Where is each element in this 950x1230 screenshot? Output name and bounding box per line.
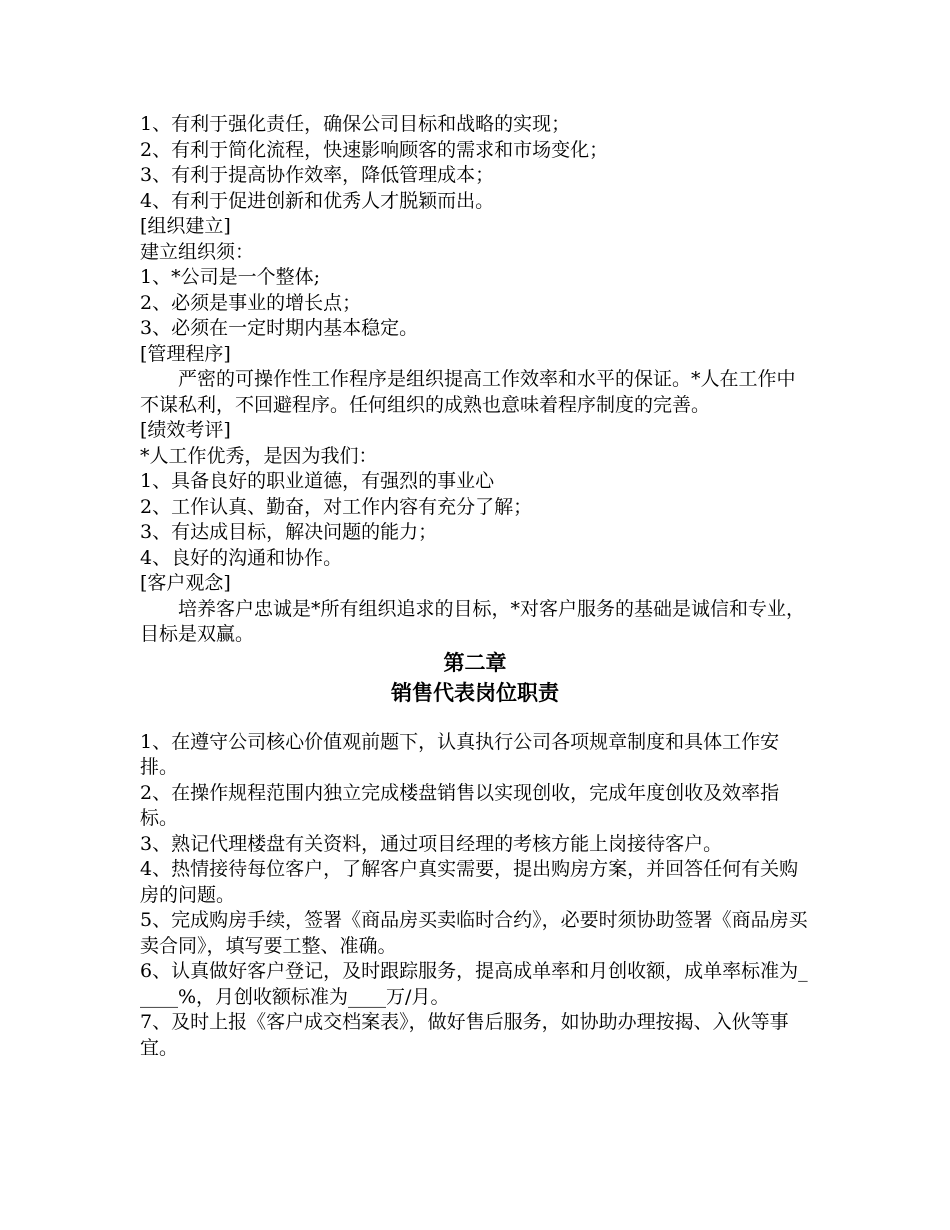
org-intro: 建立组织须： (140, 240, 255, 263)
duty-item: 6、认真做好客户登记，及时跟踪服务，提高成单率和月创收额，成单率标准为_____%，月创收额标准为____万/月。 (140, 960, 808, 1008)
chapter-title: 销售代表岗位职责 (391, 679, 559, 705)
list-item: 1、具备良好的职业道德，有强烈的事业心 (140, 470, 495, 492)
duty-item: 4、热情接待每位客户，了解客户真实需要，提出购房方案，并回答任何有关购房的问题。 (140, 858, 799, 906)
list-item: 3、有利于提高协作效率，降低管理成本； (140, 164, 495, 186)
list-item: 2、工作认真、勤奋，对工作内容有充分了解； (140, 495, 533, 518)
customer-paragraph: 培养客户忠诚是*所有组织追求的目标，*对客户服务的基础是诚信和专业，目标是双赢。 (140, 597, 806, 645)
list-item: 2、必须是事业的增长点； (140, 291, 362, 314)
list-item: 1、*公司是一个整体; (140, 266, 320, 288)
document-page (140, 112, 810, 1061)
list-item: 4、有利于促进创新和优秀人才脱颖而出。 (140, 189, 495, 212)
duty-item: 1、在遵守公司核心价值观前题下，认真执行公司各项规章制度和具体工作安排。 (140, 730, 780, 778)
list-item: 1、有利于强化责任，确保公司目标和战略的实现； (140, 113, 571, 135)
section-heading-customer: [客户观念] (140, 572, 231, 594)
duty-item: 3、熟记代理楼盘有关资料，通过项目经理的考核方能上岗接待客户。 (140, 832, 723, 855)
procedure-paragraph: 严密的可操作性工作程序是组织提高工作效率和水平的保证。*人在工作中不谋私利，不回避程序。任何组织的成熟也意味着程序制度的完善。 (140, 368, 796, 416)
section-heading-performance: [绩效考评] (140, 419, 231, 441)
duty-item: 2、在操作规程范围内独立完成楼盘销售以实现创收，完成年度创收及效率指标。 (140, 781, 780, 829)
list-item: 3、有达成目标，解决问题的能力； (140, 521, 438, 543)
list-item: 4、良好的沟通和协作。 (140, 546, 343, 569)
section-heading-procedure: [管理程序] (140, 342, 231, 365)
spacer (140, 708, 810, 730)
chapter-number: 第二章 (443, 649, 507, 675)
duty-item: 5、完成购房手续，签署《商品房买卖临时合约》，必要时须协助签署《商品房买卖合同》，填写要工整、准确。 (140, 909, 808, 957)
list-item: 2、有利于简化流程，快速影响顾客的需求和市场变化； (140, 138, 609, 161)
performance-intro: *人工作优秀，是因为我们： (140, 444, 378, 467)
section-heading-org: [组织建立] (140, 215, 231, 237)
duty-item: 7、及时上报《客户成交档案表》，做好售后服务，如协助办理按揭、入伙等事宜。 (140, 1011, 789, 1059)
list-item: 3、必须在一定时期内基本稳定。 (140, 317, 419, 339)
